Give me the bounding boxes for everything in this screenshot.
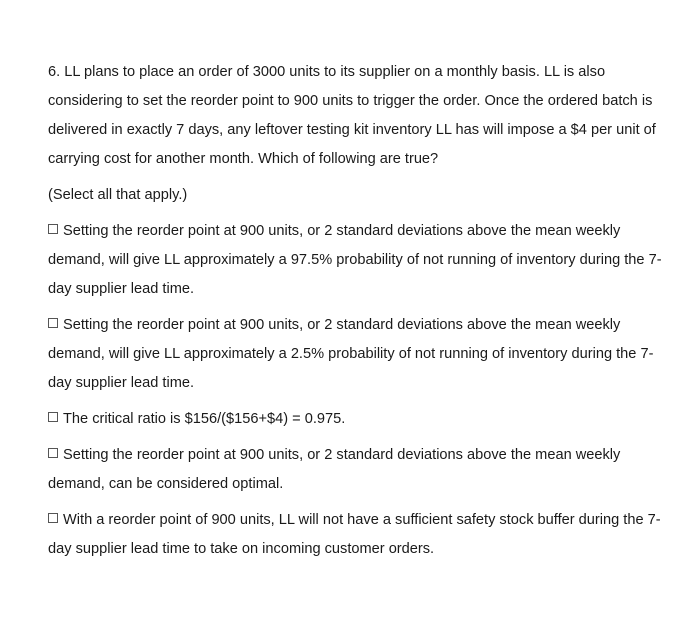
instruction-text: (Select all that apply.): [48, 187, 188, 203]
checkbox-icon[interactable]: [48, 318, 58, 328]
option-5[interactable]: [48, 506, 668, 564]
option-label: Setting the reorder point at 900 units, or 2 standard deviations above the mean weekly demand, will give LL approximately a 2.5% probability of not running of inventory during the 7-day supplier lead time.: [48, 317, 654, 391]
checkbox-icon[interactable]: [48, 448, 58, 458]
checkbox-icon[interactable]: [48, 224, 58, 234]
option-label: Setting the reorder point at 900 units, or 2 standard deviations above the mean weekly demand, can be considered optimal.: [48, 447, 621, 492]
option-label: Setting the reorder point at 900 units, or 2 standard deviations above the mean weekly demand, will give LL approximately a 97.5% probability of not running of inventory during the 7-day supplier lead time.: [48, 223, 662, 297]
checkbox-icon[interactable]: [48, 412, 58, 422]
checkbox-icon[interactable]: [48, 513, 58, 523]
option-1[interactable]: [48, 217, 668, 304]
option-2[interactable]: [48, 311, 668, 398]
option-label: With a reorder point of 900 units, LL will not have a sufficient safety stock buffer during the 7-day supplier lead time to take on incoming customer orders.: [48, 512, 661, 557]
option-4[interactable]: [48, 441, 668, 499]
question-block: [48, 58, 668, 571]
question-text: 6. LL plans to place an order of 3000 units to its supplier on a monthly basis. LL is also considering to set the reorder point to 900 units to trigger the order. Once the ordered batch is delivered in exactly 7 days, any leftover testing kit inventory LL has will impose a $4 per unit of carrying cost for another month. Which of following are true?: [48, 64, 656, 167]
option-label: The critical ratio is $156/($156+$4) = 0.975.: [63, 411, 346, 427]
option-3[interactable]: [48, 405, 668, 434]
